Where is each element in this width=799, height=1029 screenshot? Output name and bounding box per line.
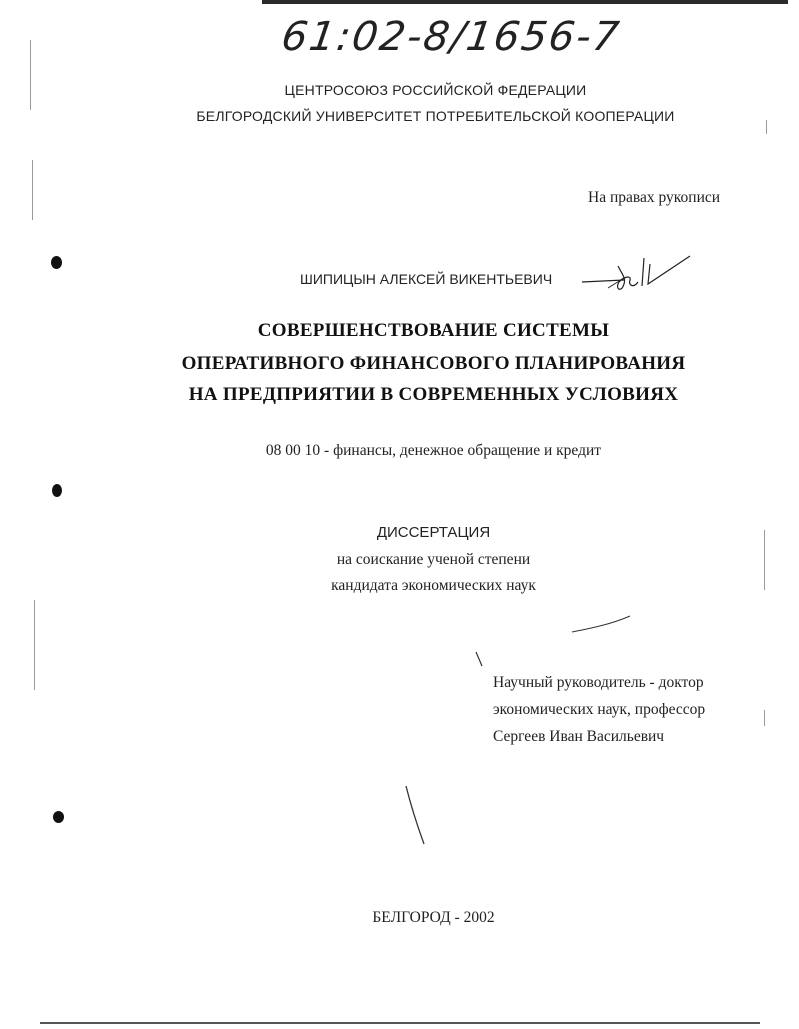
author-name: ШИПИЦЫН АЛЕКСЕЙ ВИКЕНТЬЕВИЧ <box>300 271 553 287</box>
punch-hole-2 <box>52 484 62 497</box>
org-line-1: ЦЕНТРОСОЮЗ РОССИЙСКОЙ ФЕДЕРАЦИИ <box>284 82 587 98</box>
archive-code: 61:02-8/1656-7 <box>278 14 624 60</box>
scan-line-right-1 <box>766 120 767 134</box>
punch-hole-3 <box>53 811 64 823</box>
supervisor-line-2: экономических наук, профессор <box>493 701 706 718</box>
scan-line-left-1 <box>30 40 31 110</box>
scan-line-right-2 <box>764 530 765 590</box>
bottom-border <box>40 1022 760 1024</box>
title-line-2: ОПЕРАТИВНОГО ФИНАНСОВОГО ПЛАНИРОВАНИЯ <box>181 353 686 374</box>
scan-line-left-2 <box>32 160 33 220</box>
dissertation-heading: ДИССЕРТАЦИЯ <box>376 524 491 541</box>
city-year: БЕЛГОРОД - 2002 <box>372 909 495 926</box>
manuscript-note: На правах рукописи <box>588 189 721 206</box>
pen-stroke-tick <box>474 650 486 670</box>
scan-line-right-3 <box>764 710 765 726</box>
title-line-1: СОВЕРШЕНСТВОВАНИЕ СИСТЕМЫ <box>257 320 610 341</box>
pen-stroke-long <box>400 782 430 850</box>
dissertation-field-line: кандидата экономических наук <box>331 577 536 594</box>
top-border <box>262 0 788 4</box>
supervisor-name: Сергеев Иван Васильевич <box>493 728 665 745</box>
org-line-2: БЕЛГОРОДСКИЙ УНИВЕРСИТЕТ ПОТРЕБИТЕЛЬСКОЙ КООПЕРАЦИИ <box>196 108 675 124</box>
dissertation-degree-line: на соискание ученой степени <box>336 551 531 568</box>
scan-line-left-3 <box>34 600 35 690</box>
signature-icon <box>578 244 698 296</box>
specialty: 08 00 10 - финансы, денежное обращение и кредит <box>265 442 602 459</box>
punch-hole-1 <box>51 256 62 269</box>
pen-stroke-mark <box>568 608 638 638</box>
supervisor-line-1: Научный руководитель - доктор <box>493 674 704 691</box>
title-line-3: НА ПРЕДПРИЯТИИ В СОВРЕМЕННЫХ УСЛОВИЯХ <box>188 384 679 405</box>
